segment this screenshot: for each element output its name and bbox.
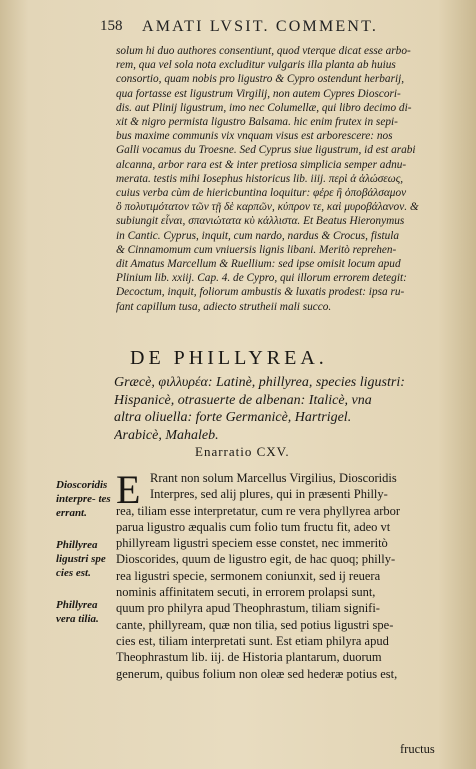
enarratio-heading: Enarratio CXV. bbox=[195, 444, 290, 459]
text-line: bus maxime communis vix vnquam visus est arborescere: nos bbox=[116, 130, 393, 143]
body-line: nominis affinitatem secuti, in errorem prolapsi sunt, bbox=[116, 585, 376, 600]
enarratio-body bbox=[116, 467, 464, 682]
body-line: quum pro philyra apud Theophrastum, tiliam signifi- bbox=[116, 601, 380, 616]
text-line: in Cantic. Cyprus, inquit, cum nardo, nardus & Crocus, fistula bbox=[116, 229, 400, 242]
text-line: solum hi duo authores consentiunt, quod vterque dicat esse arbo- bbox=[116, 45, 411, 57]
body-line: rea, tiliam esse interpretatur, cum re vera phyllyrea arbor bbox=[116, 503, 401, 518]
text-line: subiungit εἶναι, σπανιώτατα κὺ κάλλιστα. Et Beatus Hieronymus bbox=[116, 215, 405, 228]
text-line: fant capillum tusa, adiecto strutheii mali succo. bbox=[116, 300, 332, 313]
text-line: Decoctum, inquit, foliorum ambustis & luxatis prodest: ipsa ru- bbox=[116, 286, 405, 299]
text-line: Plinium lib. xxiij. Cap. 4. de Cypro, qui illorum errorem detegit: bbox=[116, 272, 407, 285]
text-line: dis. aut Plinij ligustrum, imo nec Columellæ, qui libro decimo di- bbox=[116, 101, 412, 114]
margin-note: Dioscoridis interpre- tes errant. bbox=[56, 479, 111, 519]
body-line: cies est, tiliam interpretati sunt. Est etiam philyra apud bbox=[116, 633, 389, 648]
section-title: DE PHILLYREA. bbox=[130, 347, 328, 369]
margin-note: Phillyrea ligustri spe cies est. bbox=[56, 539, 106, 579]
catchword: fructus bbox=[400, 742, 435, 756]
margin-note: Phillyrea vera tilia. bbox=[56, 599, 99, 625]
plant-names-block bbox=[114, 374, 464, 444]
body-line: rea ligustri specie, sermonem coniunxit, sed ij reuera bbox=[116, 568, 381, 583]
body-line: Theophrastum lib. iij. de Historia plantarum, duorum bbox=[116, 650, 382, 665]
running-header bbox=[100, 18, 460, 40]
text-line: Galli vocamus du Troesne. Sed Cyprus siue ligustrum, id est arabi bbox=[116, 144, 416, 157]
body-line: parua ligustro æqualis cum folio tum fructu fit, adeo vt bbox=[116, 519, 391, 534]
body-line: Dioscorides, quum de ligustro egit, de hac quoq; philly- bbox=[116, 552, 396, 567]
page-number: 158 bbox=[100, 18, 123, 34]
text-line: consortio, quam nobis pro ligustro & Cypro ostendunt herbarij, bbox=[116, 73, 405, 86]
body-line: generum, quibus folium non oleæ sed hederæ potius est, bbox=[116, 666, 398, 681]
drop-capital: E bbox=[116, 467, 141, 512]
text-line: xit & nigro permista ligustro Balsama. hic enim frutex in sepi- bbox=[116, 116, 398, 129]
body-line: cante, phillyream, quæ non tilia, sed potius ligustri spe- bbox=[116, 617, 394, 632]
names-line: Arabicè, Mahaleb. bbox=[114, 427, 219, 443]
text-line: & Cinnamomum cum vniuersis lignis libani. Meritò reprehen- bbox=[116, 243, 397, 256]
names-line: Hispanicè, otrasuerte de albenan: Italicè, vna bbox=[114, 392, 372, 408]
text-line: rem, qua vel sola nota excluditur vulgaris illa planta ab huius bbox=[116, 59, 396, 72]
body-line: Rrant non solum Marcellus Virgilius, Dioscoridis bbox=[150, 471, 397, 485]
text-line: ὃ πολυτιμότατον τῶν τῇ δὲ καρπῶν, κύπρον τε, καὶ μυροβάλανον. & bbox=[116, 201, 419, 214]
text-line: merata. testis mihi Iosephus historicus lib. iiij. περὶ ἁ ἁλώσεως, bbox=[116, 172, 404, 185]
body-line: phillyream ligustri speciem esse constet, nec immeritò bbox=[116, 536, 388, 551]
commentary-continuation bbox=[116, 44, 461, 314]
body-line: Interpres, sed alij plures, qui in præsenti Philly- bbox=[150, 487, 388, 502]
names-line: Græcè, φιλλυρέα: Latinè, phillyrea, species ligustri: bbox=[114, 375, 405, 390]
names-line: altra oliuella: forte Germanicè, Hartrigel. bbox=[114, 410, 352, 425]
text-line: cuius verba cùm de hiericbuntina loquitur: φέρε ἢ ὀποβάλσαμον bbox=[116, 187, 407, 200]
text-line: alcanna, arbor rara est & inter pretiosa simplicia semper adnu- bbox=[116, 158, 407, 171]
text-line: qua fortasse est ligustrum Virgilij, non autem Cypres Dioscori- bbox=[116, 87, 401, 100]
running-title: AMATI LVSIT. COMMENT. bbox=[142, 18, 379, 35]
text-line: dit Amatus Marcellum & Ruellium: sed ipse omisit locum apud bbox=[116, 258, 401, 271]
